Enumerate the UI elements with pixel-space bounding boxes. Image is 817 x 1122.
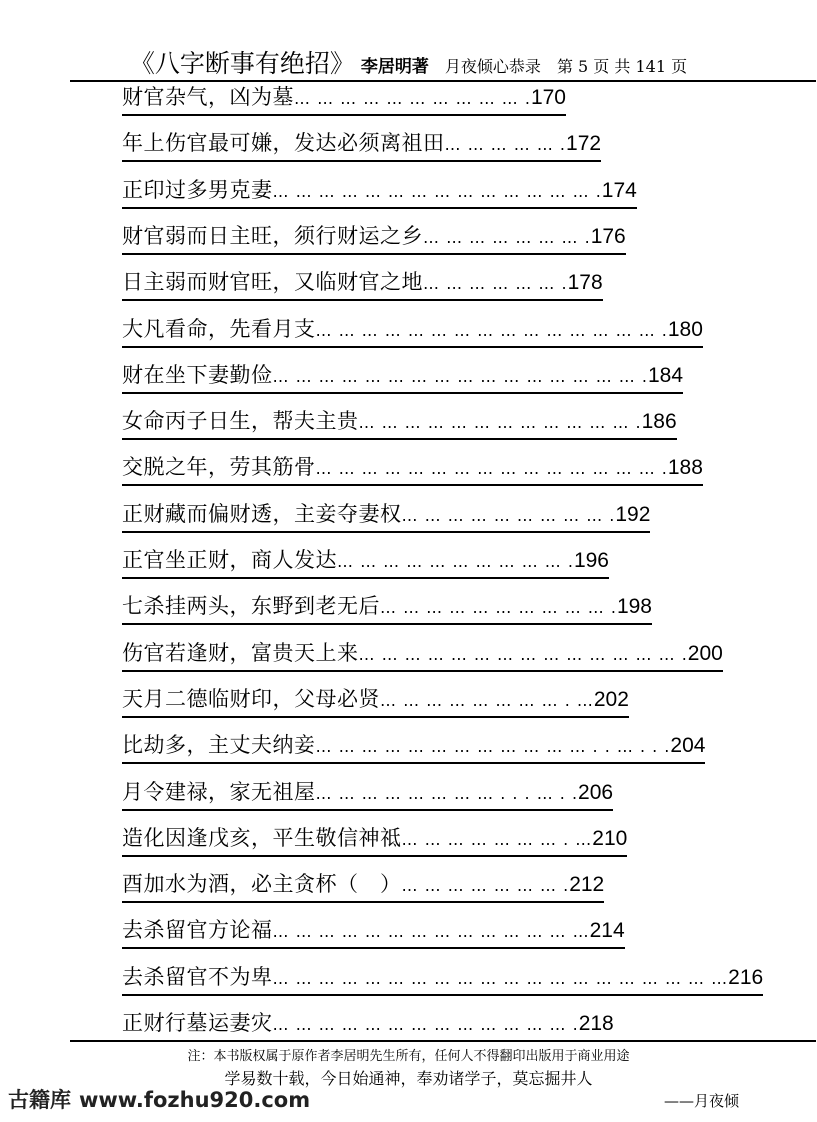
toc-entry-page: 204 <box>670 734 706 758</box>
toc-entry-leader: … … … … … … … … … . <box>401 505 616 525</box>
toc-entry[interactable] <box>122 314 703 348</box>
toc-entry-title: 年上伤官最可嫌，发达必须离祖田 <box>122 131 445 156</box>
toc-entry[interactable] <box>122 915 625 949</box>
toc-entry-page: 176 <box>590 224 626 248</box>
toc-entry-title: 正官坐正财，商人发达 <box>122 548 337 572</box>
toc-entry-page: 218 <box>578 1012 614 1035</box>
toc-entry-leader: … … … … … … … … … … . <box>337 552 574 571</box>
toc-entry[interactable] <box>122 360 683 394</box>
toc-entry-page: 198 <box>616 595 652 619</box>
toc-entry[interactable] <box>122 406 677 440</box>
toc-entry-title: 日主弱而财官旺，又临财官之地 <box>122 270 423 295</box>
toc-entry[interactable] <box>122 1008 614 1042</box>
toc-entry-leader: … … … … … … … … … … … … … … . <box>358 644 688 664</box>
toc-entry[interactable] <box>122 267 603 301</box>
toc-entry[interactable] <box>122 869 604 903</box>
toc-entry-title: 财在坐下妻勤俭 <box>122 362 273 387</box>
toc-entry[interactable] <box>122 684 629 718</box>
toc-entry-title: 大凡看命，先看月支 <box>122 316 316 341</box>
copyright-notice: 注：本书版权属于原作者李居明先生所有，任何人不得翻印出版用于商业用途 <box>187 1049 630 1064</box>
toc-entry-leader: … … … … … … … … . … <box>380 690 594 710</box>
footer-rule <box>70 1040 816 1042</box>
toc-entry-title: 月令建禄，家无祖屋 <box>122 779 316 804</box>
toc-entry-title: 去杀留官不为卑 <box>122 964 273 989</box>
toc-entry[interactable] <box>122 452 703 486</box>
toc-entry-leader: … … … … … … … … … … … … … . <box>272 1015 579 1034</box>
toc-entry[interactable] <box>122 175 637 209</box>
toc-entry-page: 216 <box>728 965 764 989</box>
author-name: 李居明著 <box>360 57 429 77</box>
toc-entry[interactable] <box>122 221 626 255</box>
toc-entry-title: 正印过多男克妻 <box>122 177 273 202</box>
toc-entry[interactable] <box>122 777 613 811</box>
toc-entry-title: 交脱之年，劳其筋骨 <box>122 455 316 480</box>
toc-entry-page: 192 <box>615 502 651 526</box>
toc-entry-page: 196 <box>573 549 609 572</box>
recorder-credit: 月夜倾心恭录 <box>444 57 541 76</box>
toc-entry[interactable] <box>122 638 723 672</box>
toc-entry-leader: … … … … … … … … … … … … . . … . . . <box>315 737 671 757</box>
toc-entry-title: 女命丙子日生，帮夫主贵 <box>122 409 359 434</box>
toc-entry-leader: … … … … … … . <box>423 274 568 294</box>
toc-entry-title: 比劫多，主丈夫纳妾 <box>122 733 316 758</box>
book-title: 《八字断事有绝招》 <box>129 49 355 78</box>
toc-entry-title: 去杀留官方论福 <box>122 918 273 943</box>
toc-entry-leader: … … … … … … … … … … … … … … … … . <box>272 366 648 386</box>
toc-entry-leader: … … … … … … … . <box>423 227 591 247</box>
toc-entry[interactable] <box>122 730 705 764</box>
toc-entry-leader: … … … … … … … … … … … … … … . <box>272 181 602 201</box>
toc-entry-page: 174 <box>601 178 637 202</box>
toc-entry-leader: … … … … … … … … … … … … … … <box>272 922 590 942</box>
toc-entry-title: 财官杂气，凶为墓 <box>122 85 294 109</box>
toc-entry-title: 天月二德临财印，父母必贤 <box>122 686 380 711</box>
toc-entry-page: 178 <box>567 271 603 295</box>
toc-entry-leader: … … … … … … … … … … … … … … … . <box>315 459 668 479</box>
toc-entry-page: 180 <box>667 317 703 341</box>
toc-entry[interactable] <box>122 545 609 579</box>
page-header <box>0 44 817 76</box>
toc-entry-page: 184 <box>647 363 684 387</box>
toc-entry-title: 正财行墓运妻灾 <box>122 1011 273 1035</box>
toc-entry-title: 伤官若逢财，富贵天上来 <box>122 640 359 665</box>
toc-entry-title: 七杀挂两头，东野到老无后 <box>122 594 380 619</box>
toc-entry-title: 造化因逢戊亥，平生敬信神祗 <box>122 825 402 850</box>
toc-entry-page: 186 <box>641 410 677 434</box>
toc-entry[interactable] <box>122 499 650 533</box>
toc-entry[interactable] <box>122 823 627 857</box>
toc-entry-title: 正财藏而偏财透，主妾夺妻权 <box>122 501 402 526</box>
toc-entry[interactable] <box>122 591 652 625</box>
watermark-name: 古籍库 <box>8 1088 71 1112</box>
toc-entry-leader: … … … … … … … … . . . … . . <box>315 783 579 803</box>
toc-entry-page: 188 <box>667 456 703 480</box>
toc-entry-leader: … … … … … … … … … … … … … … … … … … … … <box>272 968 729 988</box>
toc-entry-leader: … … … … … . <box>444 135 567 155</box>
toc-entry-leader: … … … … … … … … … … … … … … … . <box>315 320 668 340</box>
toc-entry[interactable] <box>122 82 566 116</box>
page-info: 第 5 页 共 141 页 <box>556 57 688 76</box>
toc-entry-leader: … … … … … … … … … … . <box>380 598 617 618</box>
toc-entry-page: 202 <box>593 687 629 711</box>
toc-entry[interactable] <box>122 962 763 996</box>
signature: ——月夜倾 <box>663 1092 739 1110</box>
toc-entry-page: 200 <box>687 641 723 665</box>
toc-entry-page: 206 <box>578 780 614 804</box>
toc-entry-leader: … … … … … … … … … … . <box>294 89 531 108</box>
toc-entry-page: 210 <box>592 826 628 850</box>
toc-entry-leader: … … … … … … … … … … … … . <box>358 413 642 433</box>
toc-entry-leader: … … … … … … … . … <box>401 829 593 849</box>
toc-entry-leader: … … … … … … … . <box>401 876 570 896</box>
toc-entry-page: 212 <box>569 873 605 897</box>
watermark-url: www.fozhu920.com <box>79 1088 311 1112</box>
toc-entry-page: 172 <box>566 132 602 156</box>
site-watermark <box>8 1084 310 1114</box>
toc-entry-title: 酉加水为酒，必主贪杯（ ） <box>122 872 402 897</box>
toc-entry-page: 214 <box>589 919 625 943</box>
toc-entry-page: 170 <box>530 86 566 109</box>
toc-entry[interactable] <box>122 128 601 162</box>
toc-entry-title: 财官弱而日主旺，须行财运之乡 <box>122 223 423 248</box>
footer-motto: 学易数十载，今日始通神，奉劝诸学子，莫忘掘井人 <box>224 1069 593 1088</box>
